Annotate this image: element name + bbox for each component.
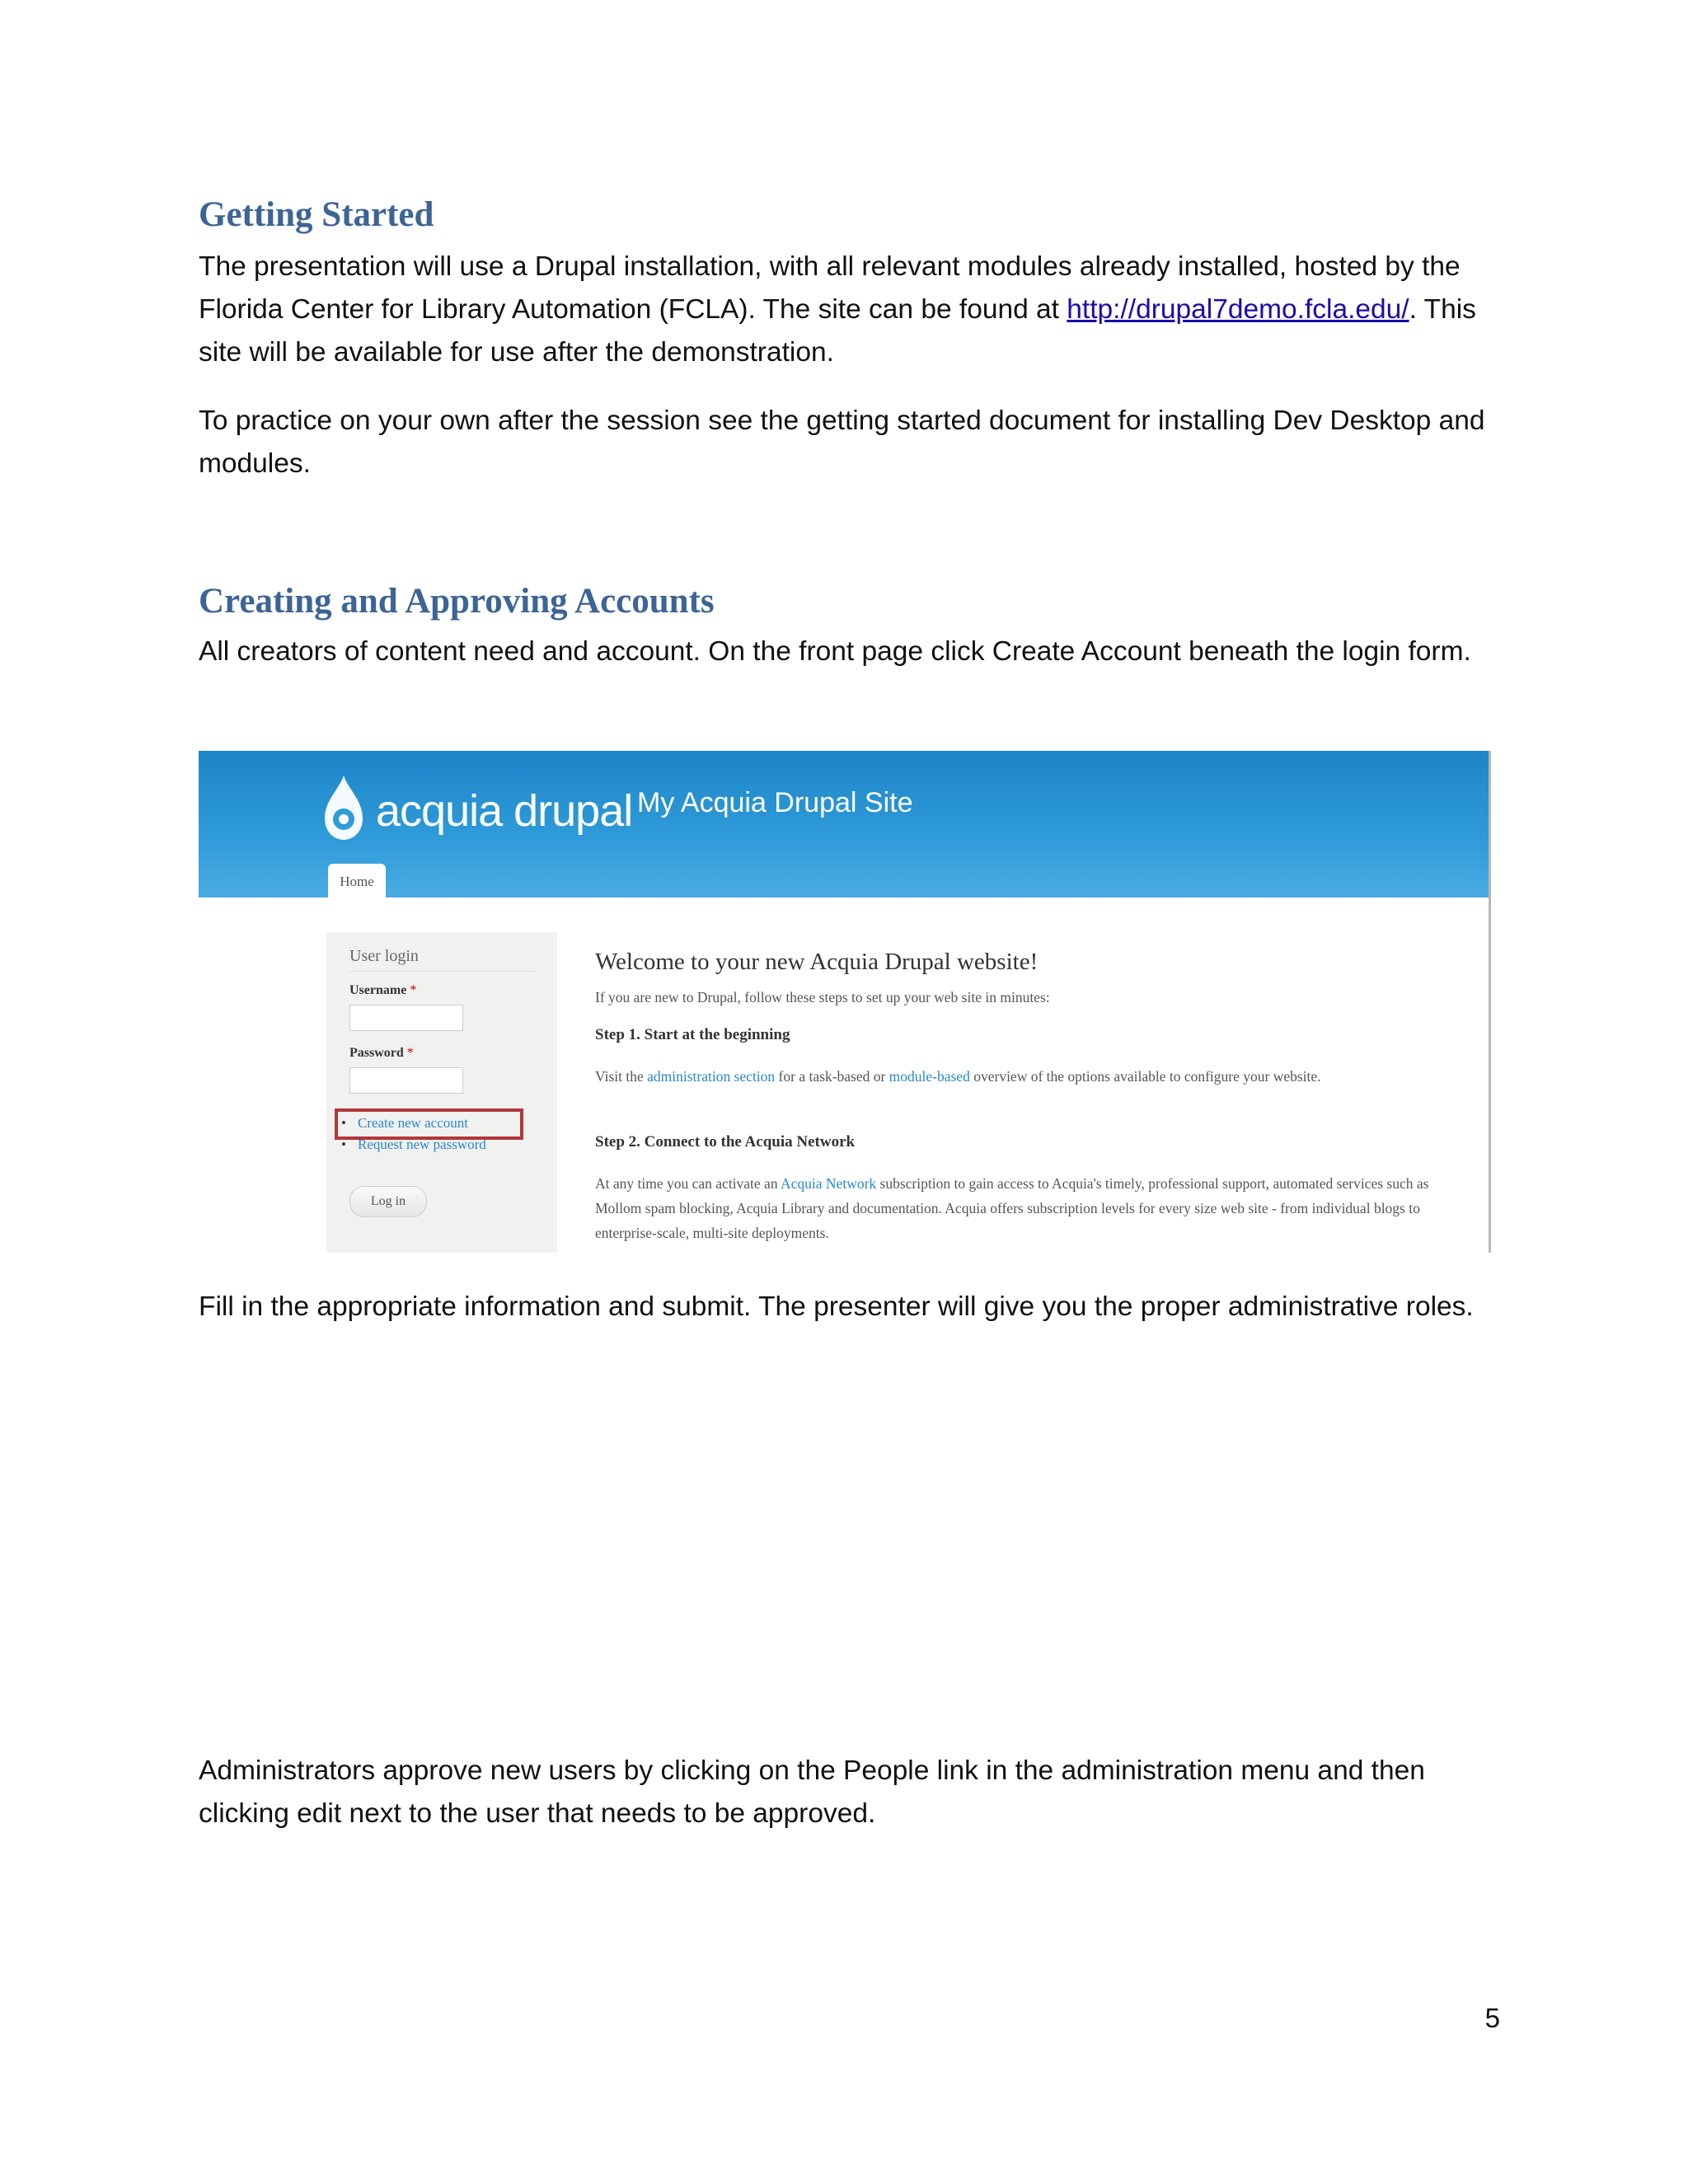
paragraph-fill-in: Fill in the appropriate information and submit. The presenter will give you the proper administrative roles. <box>199 1291 1474 1322</box>
password-label <box>349 1046 414 1061</box>
paragraph-administrators: Administrators approve new users by clicking on the People link in the administration menu and then clicking edit next to the user that needs to be approved. <box>199 1755 1425 1829</box>
site-name: My Acquia Drupal Site <box>637 787 913 818</box>
username-label <box>349 983 416 998</box>
password-label-text: Password <box>349 1046 404 1060</box>
module-based-link[interactable]: module-based <box>889 1068 970 1085</box>
step2-text-end: subscription to gain access to Acquia's timely, professional support, automated services such as Mollom spam blocking, Acquia Library and documentation. Acquia offers subscription levels for every size web site - from individual blogs to enterprise-scale, multi-site deployments. <box>595 1175 1429 1241</box>
paragraph-presentation <box>199 246 1501 374</box>
bullet: • <box>341 1137 346 1152</box>
user-login-title: User login <box>349 947 535 972</box>
paragraph-presentation-text-end: . This site will be available for use after the demonstration. <box>199 294 1476 368</box>
step1-text-middle: for a task-based or <box>775 1068 889 1085</box>
step2-text-start: At any time you can activate an <box>595 1175 781 1192</box>
welcome-title: Welcome to your new Acquia Drupal website! <box>595 949 1039 975</box>
step1-text <box>595 1064 1436 1089</box>
username-label-text: Username <box>349 983 407 997</box>
step1-text-end: overview of the options available to configure your website. <box>969 1068 1321 1085</box>
user-login-block <box>326 932 557 1253</box>
required-mark: * <box>410 983 417 997</box>
acquia-drupal-screenshot <box>199 751 1491 1253</box>
highlight-box <box>335 1108 523 1140</box>
step2-text <box>595 1171 1436 1245</box>
page-number: 5 <box>1484 2003 1500 2033</box>
request-password-link-text: Request new password <box>357 1137 486 1152</box>
acquia-drupal-logo: acquia drupal <box>376 786 633 836</box>
site-banner <box>199 751 1489 898</box>
heading-getting-started: Getting Started <box>199 195 434 234</box>
step1-text-start: Visit the <box>595 1068 648 1085</box>
tab-home[interactable]: Home <box>328 864 386 898</box>
bullet: • <box>341 1115 346 1131</box>
create-account-link-text: Create new account <box>357 1115 468 1131</box>
acquia-network-link[interactable]: Acquia Network <box>781 1175 877 1192</box>
heading-creating-accounts: Creating and Approving Accounts <box>199 582 715 621</box>
step1-title: Step 1. Start at the beginning <box>595 1026 790 1043</box>
paragraph-practice: To practice on your own after the session see the getting started document for installing Dev Desktop and modules. <box>199 405 1485 479</box>
paragraph-presentation-text: The presentation will use a Drupal installation, with all relevant modules already installed, hosted by the Florida Center for Library Automation (FCLA). The site can be found at <box>199 251 1461 325</box>
drupal-demo-link[interactable]: http://drupal7demo.fcla.edu/ <box>1067 294 1409 325</box>
username-input[interactable] <box>349 1005 463 1031</box>
drupal-drop-icon <box>323 774 364 841</box>
password-input[interactable] <box>349 1067 463 1094</box>
login-button[interactable]: Log in <box>349 1186 427 1217</box>
step2-title: Step 2. Connect to the Acquia Network <box>595 1133 856 1151</box>
welcome-intro: If you are new to Drupal, follow these steps to set up your web site in minutes: <box>595 989 1050 1005</box>
administration-section-link[interactable]: administration section <box>647 1068 776 1085</box>
paragraph-creators: All creators of content need and account. On the front page click Create Account beneath the login form. <box>199 636 1471 667</box>
required-mark: * <box>406 1046 414 1060</box>
